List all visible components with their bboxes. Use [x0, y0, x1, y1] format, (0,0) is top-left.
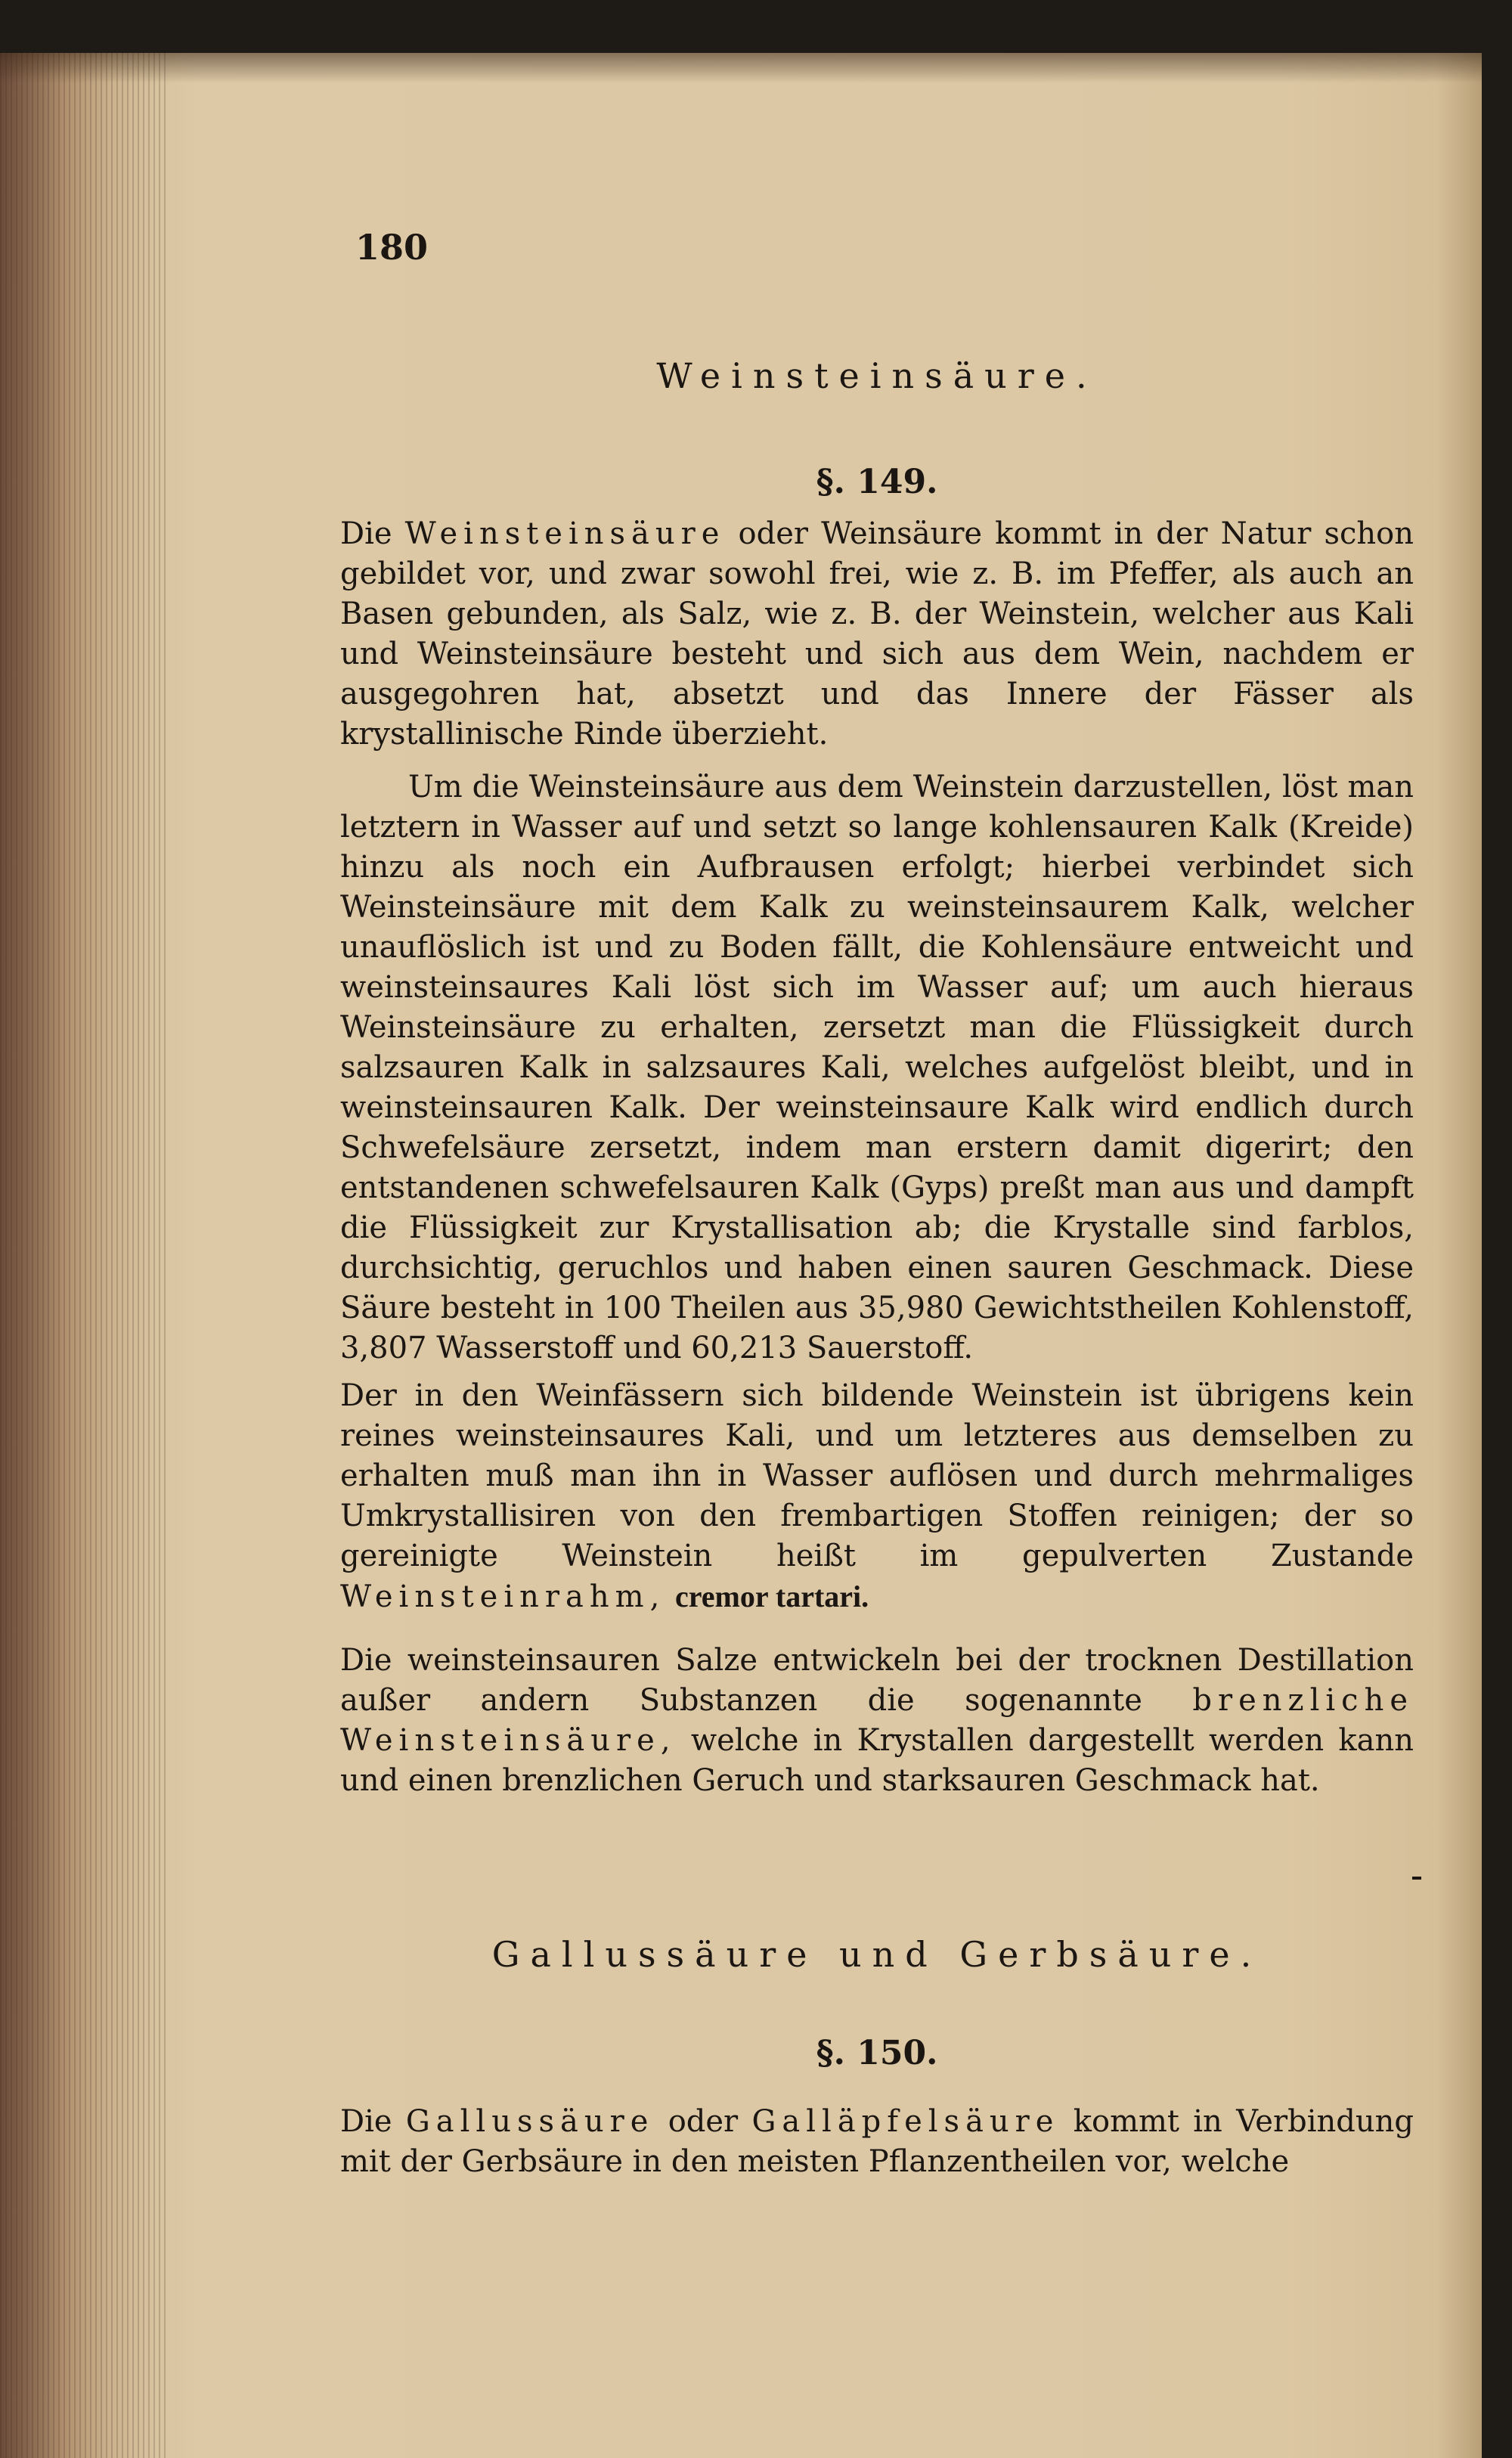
- paragraph-1-term: Weinsteinsäure: [404, 516, 726, 551]
- paragraph-4-term: brenzliche Weinsteinsäure,: [340, 1683, 1414, 1758]
- paragraph-2: [340, 767, 1414, 1368]
- paragraph-5-term: Gallussäure: [405, 2104, 655, 2139]
- page-top-shadow: [0, 53, 1482, 83]
- paragraph-5-term2: Galläpfelsäure: [751, 2104, 1060, 2139]
- paragraph-5-text: kommt in Verbindung mit der Gerbsäure in den meisten Pflanzentheilen vor, welche: [340, 2104, 1414, 2179]
- decorative-dash: [1412, 1877, 1421, 1880]
- paragraph-1-text: oder Weinsäure kommt in der Natur schon gebildet vor, und zwar sowohl frei, wie z. B. im Pfeffer, als auch an Basen gebunden, als Salz, wie z. B. der Weinstein, welcher aus Kali und Weinsteinsäure besteht und sich aus dem Wein, nachdem er ausgegohren hat, absetzt und das Innere der Fässer als krystallinische Rinde überzieht.: [340, 516, 1414, 752]
- section-number-150: §. 150.: [816, 2034, 938, 2072]
- paragraph-5: [340, 2102, 1414, 2182]
- paragraph-4-text: Die weinsteinsauren Salze entwickeln bei der trocknen Destillation außer andern Substanzen die sogenannte: [340, 1643, 1414, 1718]
- paragraph-2-text: Um die Weinsteinsäure aus dem Weinstein darzustellen, löst man letztern in Wasser auf und setzt so lange kohlensauren Kalk (Kreide) hinzu als noch ein Aufbrausen erfolgt; hierbei verbindet sich Weinsteinsäure mit dem Kalk zu weinsteinsaurem Kalk, welcher unauflöslich ist und zu Boden fällt, die Kohlensäure entweicht und weinsteinsaures Kali löst sich im Wasser auf; um auch hieraus Weinsteinsäure zu erhalten, zersetzt man die Flüssigkeit durch salzsauren Kalk in salzsaures Kali, welches aufgelöst bleibt, und in weinsteinsauren Kalk. Der weinsteinsaure Kalk wird endlich durch Schwefelsäure zersetzt, indem man erstern damit digerirt; den entstandenen schwefelsauren Kalk (Gyps) preßt man aus und dampft die Flüssigkeit zur Krystallisation ab; die Krystalle sind farblos, durchsichtig, geruchlos und haben einen sauren Geschmack. Diese Säure besteht in 100 Theilen aus 35,980 Gewichtstheilen Kohlenstoff, 3,807 Wasserstoff und 60,213 Sauerstoff.: [340, 770, 1414, 1365]
- paragraph-3: [340, 1376, 1414, 1617]
- page-number: 180: [355, 227, 429, 268]
- section-number-149: §. 149.: [816, 463, 938, 501]
- paragraph-3-term: Weinsteinrahm,: [340, 1579, 666, 1614]
- paragraph-5-mid: oder: [668, 2104, 739, 2139]
- paragraph-1-lead: Die: [340, 516, 392, 551]
- page-edges: [0, 53, 166, 2458]
- paragraph-1: [340, 514, 1414, 755]
- paragraph-4: [340, 1641, 1414, 1801]
- paragraph-3-text: Der in den Weinfässern sich bildende Weinstein ist übrigens kein reines weinsteinsaures Kali, und um letzteres aus demselben zu erhalten muß man ihn in Wasser auflösen und durch mehrmaliges Umkrystallisiren von den frembartigen Stoffen reinigen; der so gereinigte Weinstein heißt im gepulverten Zustande: [340, 1378, 1414, 1573]
- paragraph-3-latin: cremor tartari.: [675, 1579, 869, 1613]
- section-title-gallussaeure: Gallussäure und Gerbsäure.: [491, 1934, 1263, 1975]
- section-title-weinsteinsaeure: Weinsteinsäure.: [656, 355, 1098, 396]
- paragraph-4-text-end: welche in Krystallen dargestellt werden kann und einen brenzlichen Geruch und starksauren Geschmack hat.: [340, 1723, 1414, 1798]
- paragraph-5-lead: Die: [340, 2104, 392, 2139]
